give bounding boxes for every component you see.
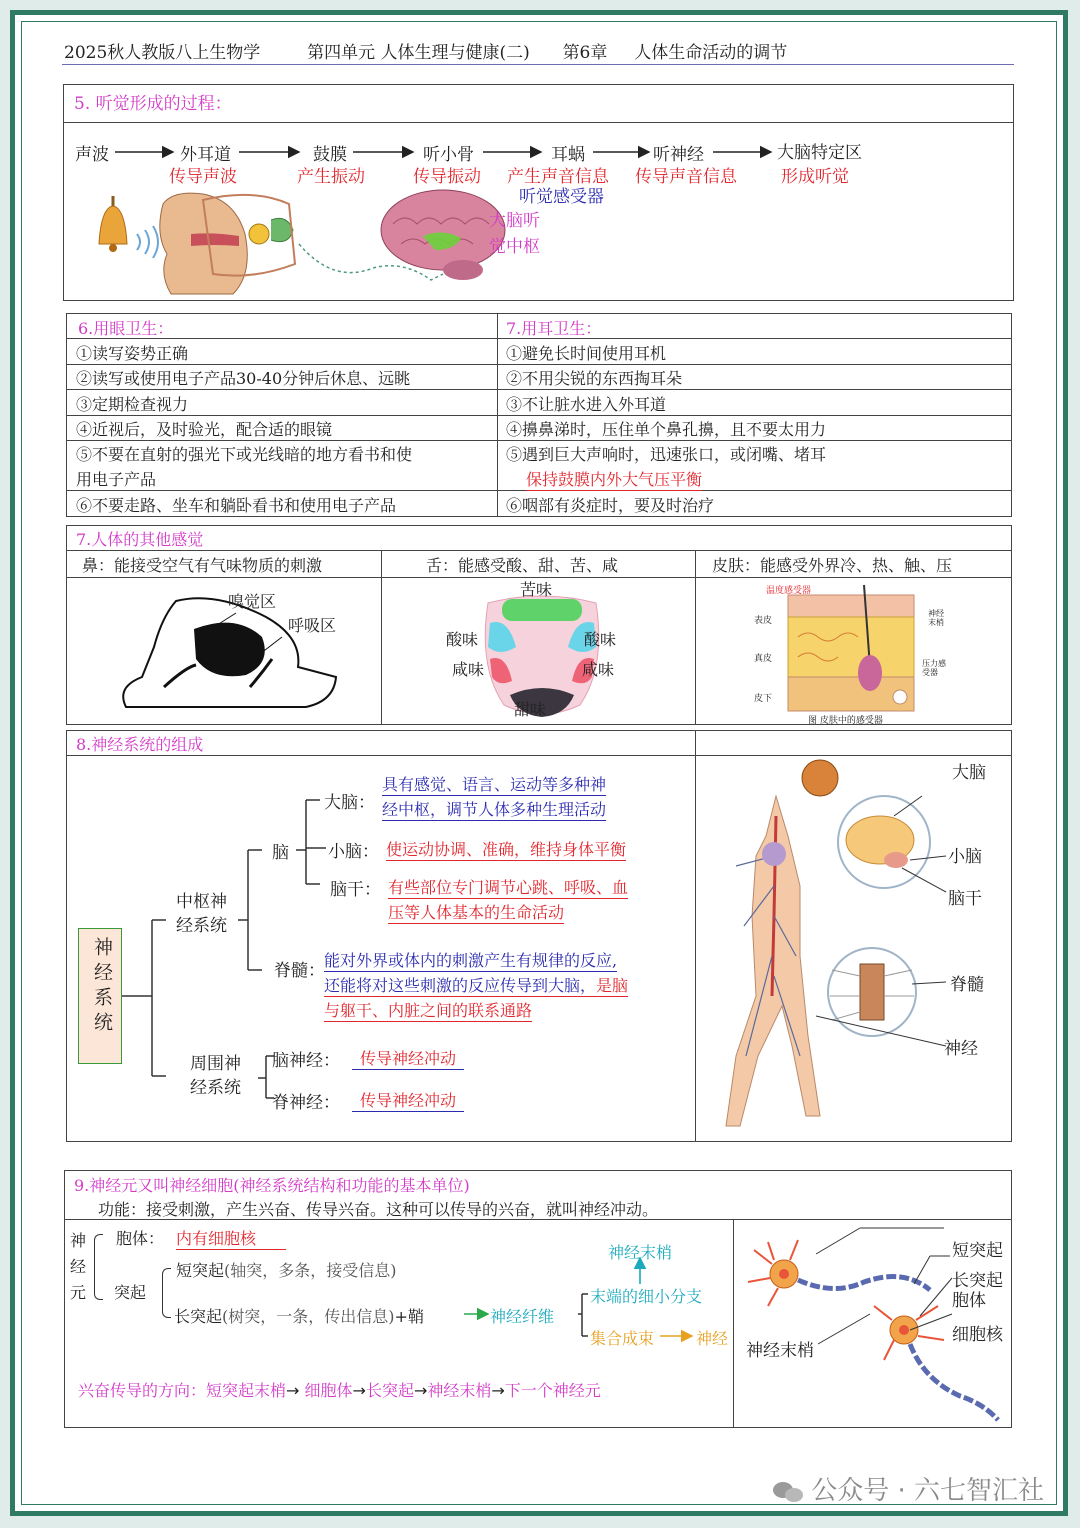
step-desc: 产生声音信息 — [507, 167, 609, 187]
cranial-label: 脑神经： — [272, 1051, 340, 1071]
direction-step: 兴奋传导的方向：短突起末梢 — [78, 1381, 287, 1400]
cerebellum-label: 小脑： — [328, 842, 379, 862]
hearing-title: 5. 听觉形成的过程： — [74, 94, 232, 114]
epidermis-label: 表皮 — [754, 616, 773, 626]
long-desc: (树突，一条，传出信息) — [222, 1307, 395, 1326]
brainstem-desc-2: 压等人体基本的生命活动 — [388, 900, 564, 924]
brainstem-label: 脑干： — [330, 880, 381, 900]
cerebrum-desc-1: 具有感觉、语言、运动等多种神 — [382, 772, 606, 796]
skin-caption: 图 皮肤中的感受器 — [808, 716, 883, 726]
process-label: 突起 — [114, 1283, 147, 1302]
brainstem-desc-1: 有些部位专门调节心跳、呼吸、血 — [388, 875, 628, 899]
short-desc: (轴突，多条，接受信息) — [224, 1261, 397, 1280]
page-header — [64, 38, 787, 63]
step-name: 听小骨 — [423, 145, 474, 165]
header-book: 2025秋人教版八上生物学 — [64, 43, 261, 63]
respiratory-label: 呼吸区 — [288, 616, 337, 635]
cranial-desc: 传导神经冲动 — [352, 1046, 464, 1070]
senses-title: 7.人体的其他感觉 — [76, 530, 204, 549]
direction-step: 细胞体 — [304, 1381, 353, 1400]
spinal-desc-2 — [324, 973, 628, 997]
sour-label-right: 酸味 — [584, 630, 617, 649]
ear-item: ③不让脏水进入外耳道 — [506, 395, 667, 414]
ear-highlight: 保持鼓膜内外大气压平衡 — [526, 467, 702, 491]
step-name: 鼓膜 — [313, 145, 347, 165]
neuron-title: 9.神经元又叫神经细胞(神经系统结构和功能的基本单位) — [74, 1176, 470, 1195]
short-label: 短突起 — [176, 1261, 225, 1280]
cns-label: 中枢神经系统 — [176, 892, 227, 936]
spinal-nerve-label: 脊神经： — [272, 1093, 340, 1113]
fig-nucleus-label: 细胞核 — [952, 1325, 1003, 1345]
receptor-label: 听觉感受器 — [519, 187, 604, 207]
nerve-end-label: 神经末梢 — [928, 609, 944, 627]
cerebellum-desc: 使运动协调、准确，维持身体平衡 — [386, 837, 626, 861]
bitter-zone — [502, 599, 582, 621]
root-label: 神经系统 — [91, 937, 113, 1037]
eye-item: ⑥不要走路、坐车和躺卧看书和使用电子产品 — [76, 496, 397, 515]
fig-cerebrum-label: 大脑 — [952, 763, 986, 783]
neuron-content — [64, 1170, 1012, 1428]
nose-diagram — [66, 577, 380, 725]
fig-ending-label: 神经末梢 — [746, 1341, 814, 1361]
brain-center-label-2: 觉中枢 — [489, 237, 540, 257]
ear-title: 7.用耳卫生： — [506, 319, 602, 338]
step-name: 耳蜗 — [551, 145, 585, 165]
step-desc: 传导声音信息 — [635, 167, 737, 187]
eye-item: ③定期检查视力 — [76, 395, 189, 414]
sour-label-left: 酸味 — [446, 630, 479, 649]
airflow-arrow — [164, 665, 196, 687]
subcutis-label: 皮下 — [754, 694, 773, 704]
olfactory-label: 嗅觉区 — [228, 592, 277, 611]
ear-brain-illustration — [63, 84, 1014, 301]
soma-label: 胞体： — [116, 1229, 165, 1248]
sweet-label: 甜味 — [514, 700, 547, 719]
tongue-desc: 舌：能感受酸、甜、苦、咸 — [426, 556, 619, 575]
pressure-label: 压力感受器 — [922, 659, 946, 677]
direction-step: 神经末梢 — [427, 1381, 492, 1400]
bell-icon — [99, 196, 127, 252]
long-label: 长突起 — [174, 1307, 223, 1326]
direction-step: 下一个神经元 — [504, 1381, 601, 1400]
salty-label-left: 咸味 — [452, 660, 485, 679]
watermark-text: 公众号 · 六七智汇社 — [811, 1476, 1044, 1506]
step-name: 外耳道 — [180, 145, 231, 165]
header-chapter: 第6章 — [562, 43, 608, 63]
skin-desc: 皮肤：能感受外界冷、热、触、压 — [712, 556, 953, 575]
dermis-label: 真皮 — [754, 654, 773, 664]
step-desc: 形成听觉 — [781, 167, 849, 187]
step-desc: 传导振动 — [413, 167, 481, 187]
step-desc: 传导声波 — [169, 167, 237, 187]
watermark — [773, 1470, 1044, 1507]
sheath-label: +鞘 — [394, 1307, 424, 1326]
fig-long-label: 长突起 — [952, 1271, 1003, 1291]
ear-item: ④擤鼻涕时，压住单个鼻孔擤，且不要太用力 — [506, 420, 827, 439]
ear-anatomy-icon — [160, 193, 295, 294]
spinal-label: 脊髓： — [274, 961, 325, 981]
neuron-cell-1 — [748, 1240, 930, 1306]
hygiene-content — [66, 313, 1012, 517]
fig-cerebellum-label: 小脑 — [948, 847, 982, 867]
header-chapter-title: 人体生命活动的调节 — [634, 43, 788, 63]
cerebrum-desc-2: 经中枢，调节人体多种生理活动 — [382, 797, 606, 821]
hearing-flow — [63, 84, 1014, 301]
step-name: 听神经 — [653, 145, 704, 165]
ear-item: ②不用尖锐的东西掏耳朵 — [506, 369, 683, 388]
fig-nerve-label: 神经 — [944, 1039, 978, 1059]
spinal-desc-1: 能对外界或体内的刺激产生有规律的反应, — [324, 948, 617, 972]
ball-icon — [802, 760, 838, 796]
wechat-icon — [773, 1480, 805, 1504]
direction-line: 兴奋传导的方向：短突起末梢→ 细胞体→长突起→神经末梢→下一个神经元 — [78, 1381, 601, 1400]
spinal-nerve-desc: 传导神经冲动 — [352, 1088, 464, 1112]
eye-item: ②读写或使用电子产品30-40分钟后休息、远眺 — [76, 369, 411, 388]
header-unit: 第四单元 人体生理与健康(二) — [307, 43, 530, 63]
eye-item: ④近视后，及时验光，配合适的眼镜 — [76, 420, 333, 439]
soma-desc: 内有细胞核 — [176, 1226, 286, 1250]
spinal-desc-2b: 是脑 — [596, 976, 629, 995]
brain-center-label-1: 大脑听 — [489, 211, 540, 231]
salty-label-right: 咸味 — [582, 660, 615, 679]
eye-item: 用电子产品 — [76, 470, 157, 489]
fig-body-label: 胞体 — [952, 1291, 986, 1311]
nose-desc: 鼻：能接受空气有气味物质的刺激 — [82, 556, 323, 575]
fig-cord-label: 脊髓 — [950, 975, 984, 995]
step-name: 大脑特定区 — [777, 143, 862, 163]
spinal-desc-2a: 还能将对这些刺激的反应传导到大脑， — [324, 976, 597, 995]
sound-waves-icon — [137, 226, 158, 258]
nervous-content — [66, 730, 1012, 1142]
direction-step: 长突起 — [365, 1381, 414, 1400]
bitter-label: 苦味 — [520, 580, 553, 599]
spinal-desc-3: 与躯干、内脏之间的联系通路 — [324, 998, 532, 1022]
fiber-label: 神经纤维 — [490, 1307, 555, 1326]
header-rule — [62, 64, 1014, 65]
ending-desc: 末端的细小分支 — [590, 1287, 703, 1306]
skin-diagram — [694, 577, 1010, 725]
bundle-label: 集合成束 — [590, 1329, 655, 1348]
ear-item: ①避免长时间使用耳机 — [506, 344, 667, 363]
nervous-title: 8.神经系统的组成 — [76, 735, 204, 754]
eye-title: 6.用眼卫生： — [78, 319, 174, 338]
eye-item: ①读写姿势正确 — [76, 344, 189, 363]
senses-content — [66, 525, 1012, 725]
nerve-label: 神经 — [696, 1329, 729, 1348]
cerebrum-label: 大脑： — [324, 793, 375, 813]
step-desc: 产生振动 — [297, 167, 365, 187]
ear-item: ⑥咽部有炎症时，要及时治疗 — [506, 496, 715, 515]
pns-label: 周围神经系统 — [190, 1054, 241, 1098]
ending-label: 神经末梢 — [608, 1243, 673, 1262]
ear-item: ⑤遇到巨大声响时，迅速张口，或闭嘴、堵耳 — [506, 445, 827, 464]
brain-label: 脑 — [272, 843, 289, 863]
step-name: 声波 — [75, 145, 109, 165]
fig-brainstem-label: 脑干 — [948, 889, 982, 909]
neuron-root: 神经元 — [70, 1231, 87, 1302]
body-nerve-figure — [696, 756, 1012, 1142]
fig-short-label: 短突起 — [952, 1241, 1003, 1261]
eye-item: ⑤不要在直射的强光下或光线暗的地方看书和使 — [76, 445, 413, 464]
skin-temp-label: 温度感受器 — [766, 586, 812, 596]
neuron-function: 功能：接受刺激，产生兴奋、传导兴奋。这种可以传导的兴奋，就叫神经冲动。 — [98, 1200, 659, 1219]
